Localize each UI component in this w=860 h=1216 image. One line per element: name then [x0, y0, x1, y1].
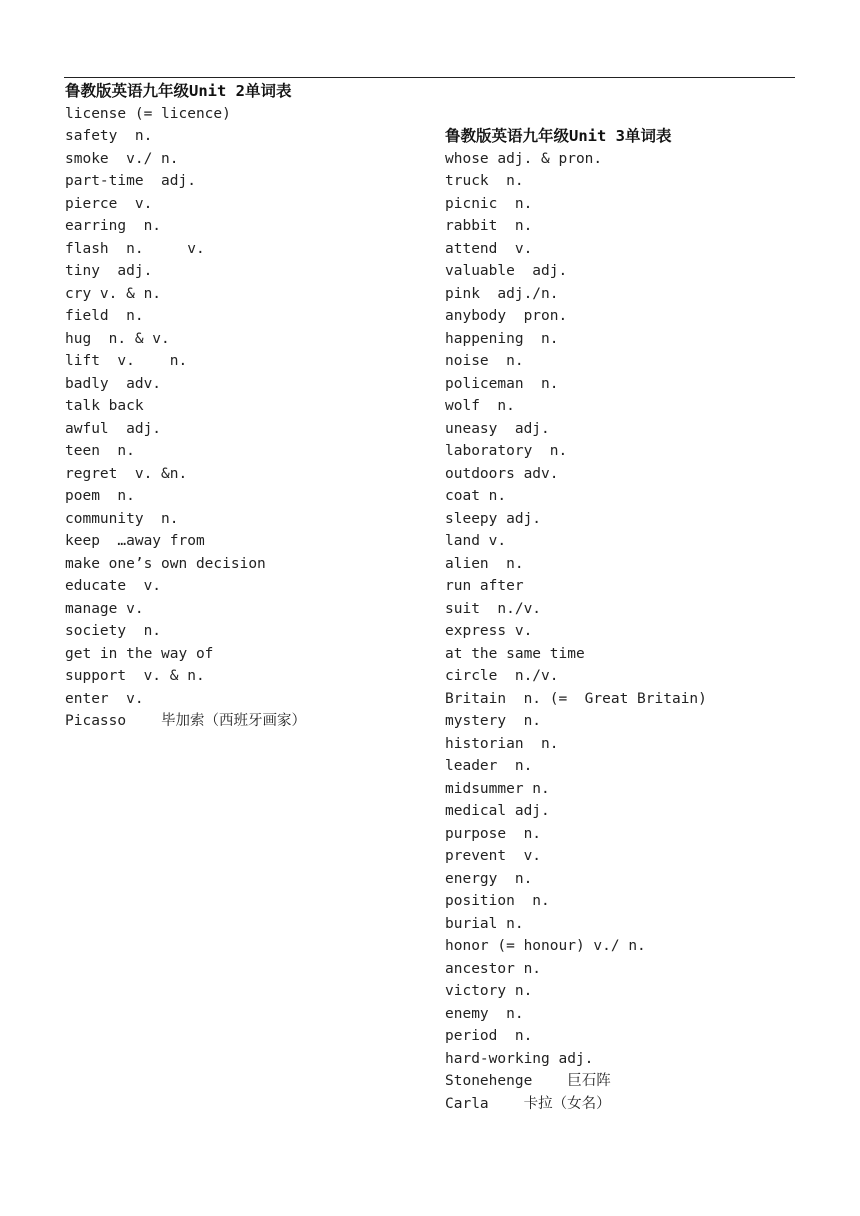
unit3-word: sleepy adj.	[445, 510, 542, 527]
unit3-word: position n.	[445, 893, 550, 909]
unit3-word: circle n./v.	[445, 668, 559, 684]
unit3-title: 鲁教版英语九年级Unit 3单词表	[445, 127, 672, 145]
unit3-word: Stonehenge 巨石阵	[445, 1073, 611, 1089]
unit3-word: policeman n.	[445, 375, 559, 392]
unit3-word: valuable adj.	[445, 263, 568, 279]
unit2-word: poem n.	[65, 488, 135, 504]
unit2-word: field n.	[65, 308, 144, 324]
unit2-word: earring n.	[65, 218, 162, 234]
unit3-word: historian n.	[445, 735, 559, 752]
unit2-word: enter v.	[65, 690, 144, 707]
unit3-word: coat n.	[445, 488, 507, 504]
unit2-word: manage v.	[65, 600, 144, 617]
unit3-word: mystery n.	[445, 713, 542, 729]
unit3-word: energy n.	[445, 870, 533, 887]
unit2-word: talk back	[65, 398, 144, 414]
unit3-word: honor (= honour) v./ n.	[445, 938, 646, 954]
unit3-word: attend v.	[445, 240, 533, 257]
unit2-title: 鲁教版英语九年级Unit 2单词表	[65, 82, 292, 100]
unit3-word-list	[445, 125, 707, 1115]
unit3-word: land v.	[445, 533, 507, 549]
unit2-word: support v. & n.	[65, 668, 205, 684]
unit3-word: at the same time	[445, 645, 585, 662]
unit3-word: laboratory n.	[445, 443, 568, 459]
top-horizontal-rule	[64, 77, 795, 78]
unit3-word: uneasy adj.	[445, 420, 550, 437]
unit2-word: hug n. & v.	[65, 330, 170, 347]
unit2-word: get in the way of	[65, 645, 214, 662]
unit3-word: noise n.	[445, 353, 524, 369]
unit3-word: anybody pron.	[445, 308, 568, 324]
unit3-word: victory n.	[445, 983, 533, 999]
unit3-word: ancestor n.	[445, 960, 542, 977]
unit3-word: suit n./v.	[445, 600, 542, 617]
unit3-word: medical adj.	[445, 803, 550, 819]
unit2-word: tiny adj.	[65, 263, 153, 279]
unit2-word: regret v. &n.	[65, 465, 188, 482]
unit3-word: run after	[445, 578, 524, 594]
unit2-word: cry v. & n.	[65, 285, 162, 302]
unit3-word: happening n.	[445, 330, 559, 347]
unit2-word: license (= licence)	[65, 105, 231, 122]
unit2-word: make one’s own decision	[65, 555, 266, 572]
unit2-word: awful adj.	[65, 420, 162, 437]
unit2-word: educate v.	[65, 578, 162, 594]
unit3-word: purpose n.	[445, 825, 542, 842]
unit2-word: lift v. n.	[65, 353, 188, 369]
unit3-word: rabbit n.	[445, 218, 533, 234]
unit3-word: whose adj. & pron.	[445, 150, 603, 167]
unit3-word: enemy n.	[445, 1005, 524, 1022]
unit2-word: keep …away from	[65, 533, 205, 549]
unit3-word: leader n.	[445, 758, 533, 774]
unit2-word: badly adv.	[65, 375, 162, 392]
unit3-word: express v.	[445, 623, 533, 639]
unit2-word: community n.	[65, 510, 179, 527]
unit2-word-list	[65, 80, 306, 733]
unit2-word: society n.	[65, 623, 162, 639]
unit3-word: hard-working adj.	[445, 1050, 594, 1067]
unit3-word: burial n.	[445, 915, 524, 932]
unit2-word: teen n.	[65, 443, 135, 459]
unit2-word: pierce v.	[65, 195, 153, 212]
unit3-word: picnic n.	[445, 195, 533, 212]
unit3-word: wolf n.	[445, 398, 515, 414]
unit2-word: part-time adj.	[65, 173, 196, 189]
unit3-word: prevent v.	[445, 848, 542, 864]
unit2-word: safety n.	[65, 128, 153, 144]
unit2-word: flash n. v.	[65, 240, 205, 257]
unit3-word: Carla 卡拉（女名）	[445, 1095, 611, 1112]
unit2-word: smoke v./ n.	[65, 150, 179, 167]
unit3-word: alien n.	[445, 555, 524, 572]
unit3-word: midsummer n.	[445, 780, 550, 797]
unit3-word: pink adj./n.	[445, 285, 559, 302]
unit3-word: outdoors adv.	[445, 465, 559, 482]
unit3-word: period n.	[445, 1028, 533, 1044]
unit2-word: Picasso 毕加索（西班牙画家）	[65, 713, 307, 729]
unit3-word: truck n.	[445, 173, 524, 189]
unit3-word: Britain n. (= Great Britain)	[445, 690, 707, 707]
